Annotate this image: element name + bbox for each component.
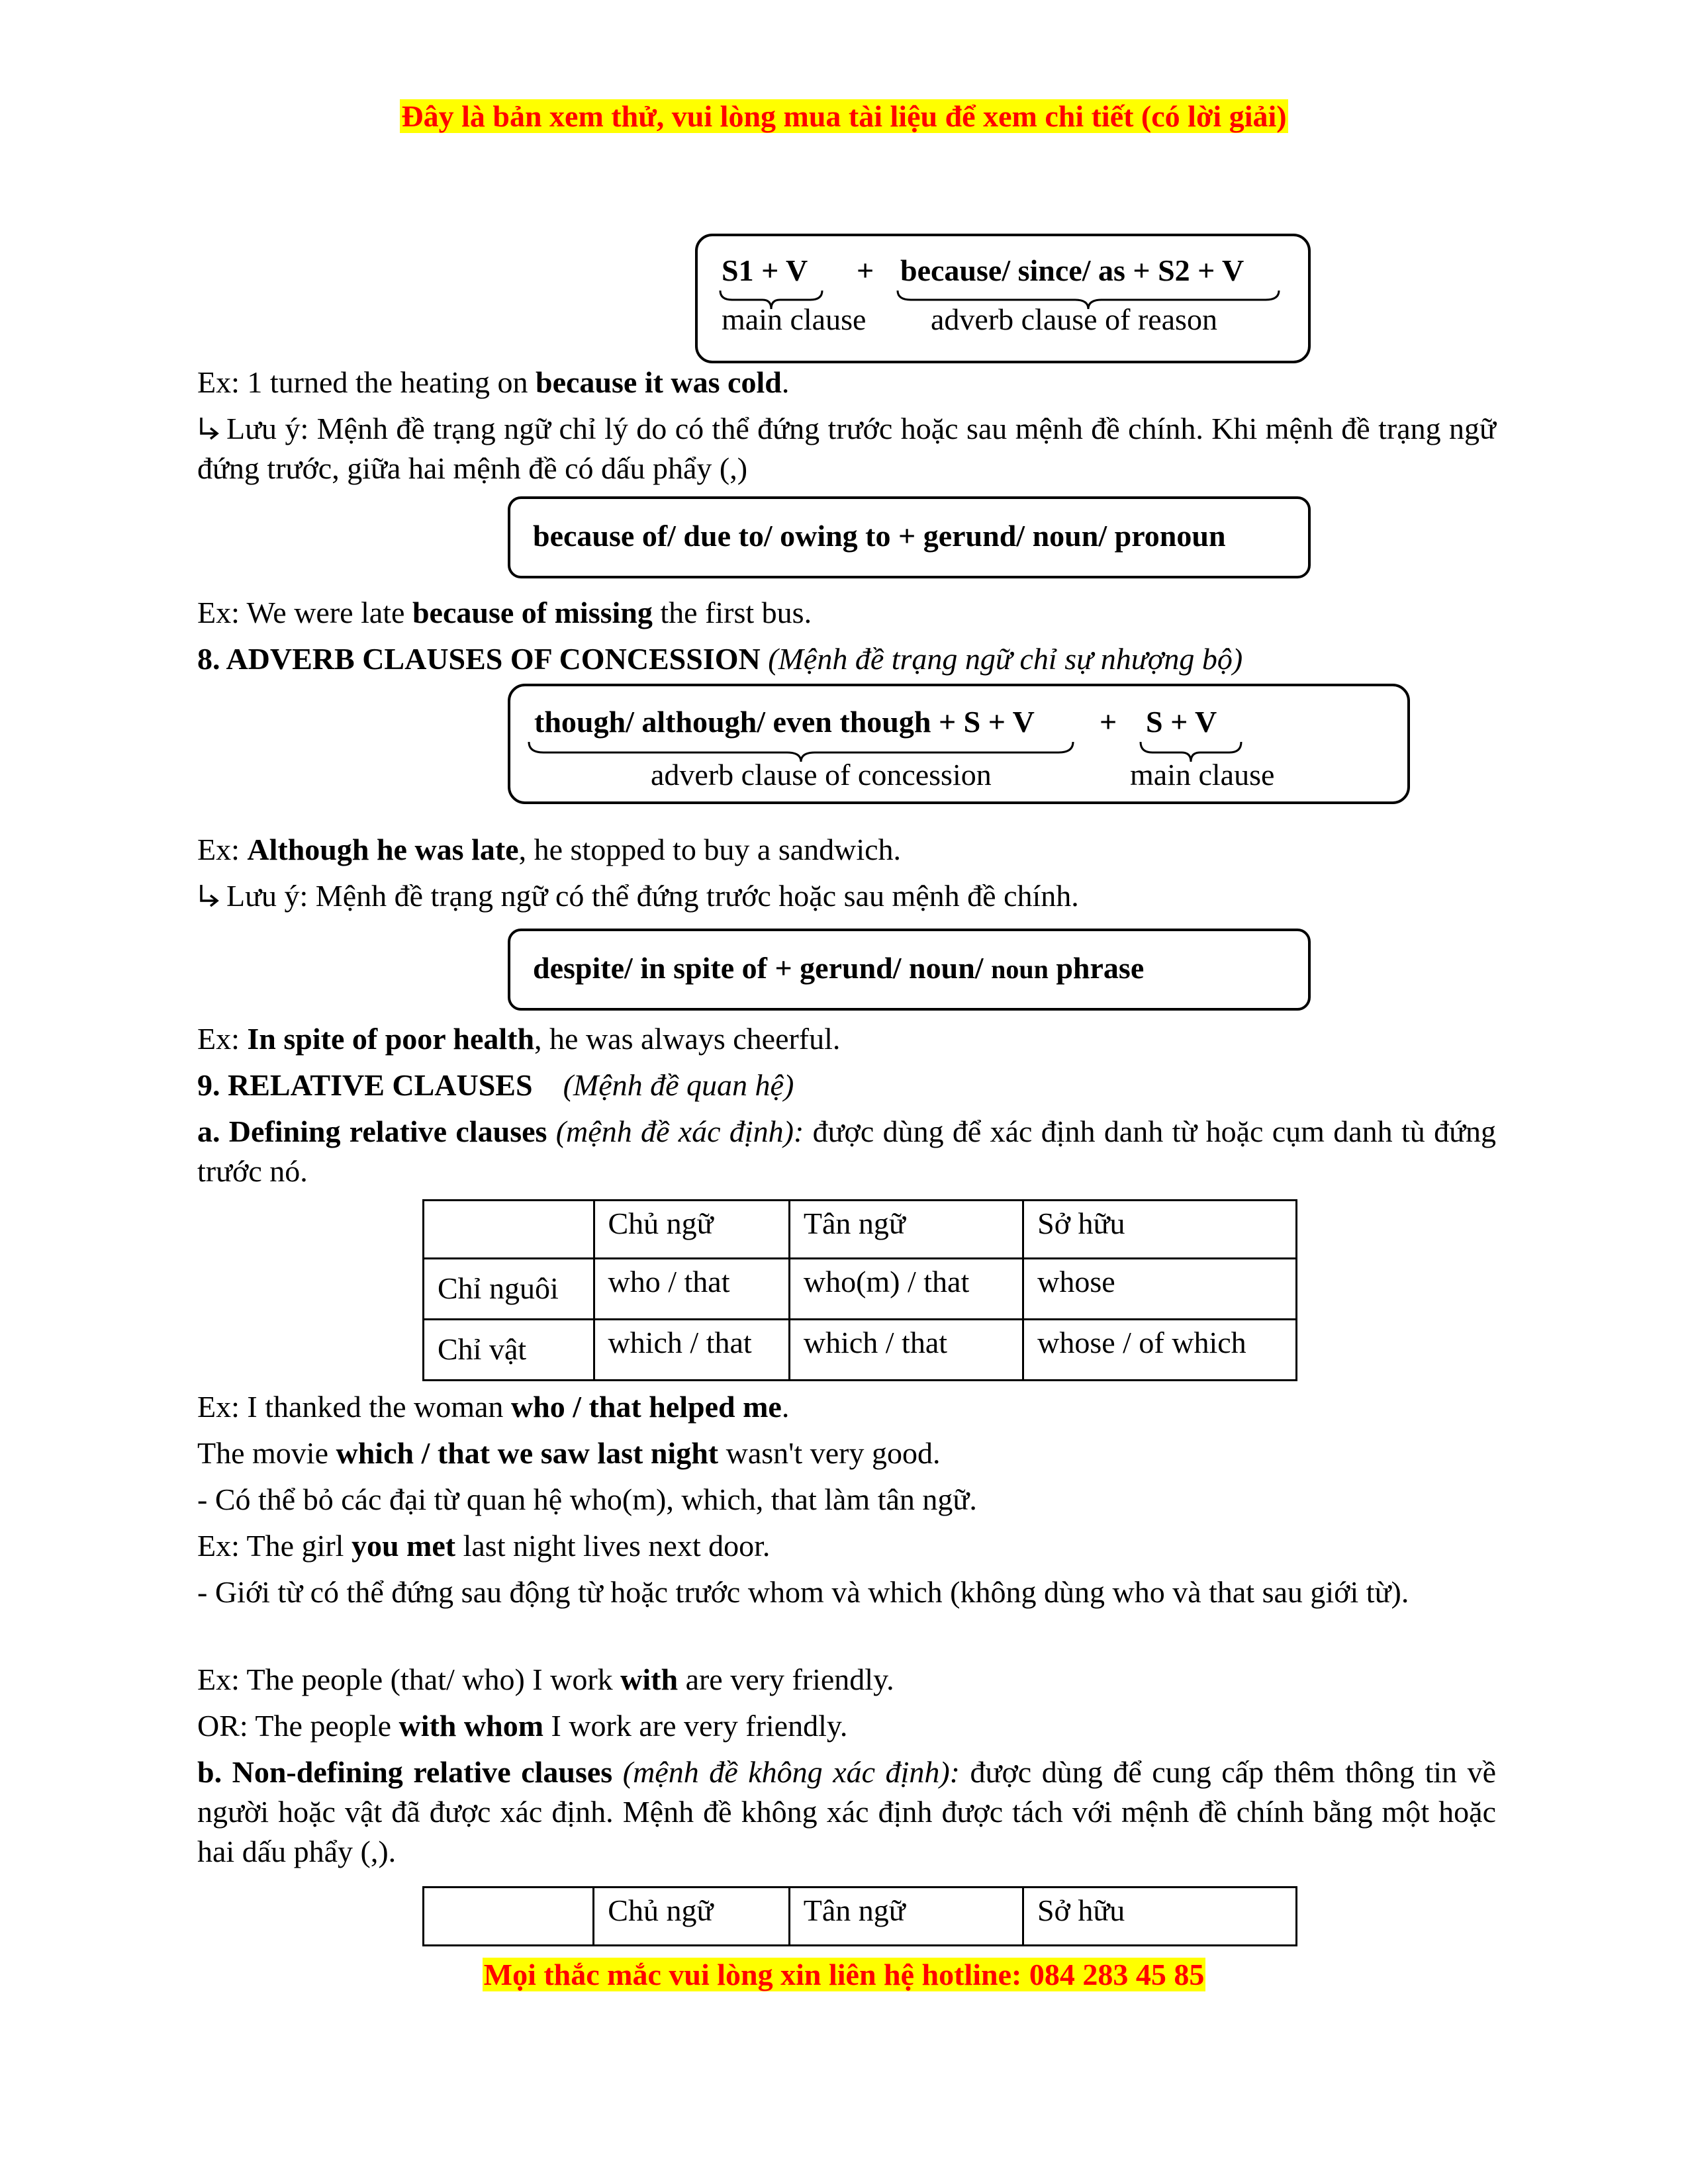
reason-clause-label: adverb clause of reason: [931, 302, 1217, 336]
preposition-note: - Giới từ có thể đứng sau động từ hoặc trước whom và which (không dùng who và that sau giới từ).: [197, 1575, 1409, 1609]
because-of-formula: because of/ due to/ owing to + gerund/ noun/ pronoun: [533, 519, 1226, 553]
header-possessive: Sở hữu: [1023, 1201, 1297, 1259]
hotline-banner: [0, 1955, 1688, 1995]
relative-example-4: Ex: The people (that/ who) I work with are very friendly.: [197, 1662, 894, 1696]
relative-example-2: The movie which / that we saw last night wasn't very good.: [197, 1436, 941, 1470]
table-header-row: [424, 1888, 1297, 1946]
reason-note: Lưu ý: Mệnh đề trạng ngữ chỉ lý do có thể đứng trước hoặc sau mệnh đề chính. Khi mệnh đề trạng ngữ đứng trước, giữa hai mệnh đề có dấu phẩy (,): [197, 409, 1496, 488]
section-9-heading: 9. RELATIVE CLAUSES (Mệnh đề quan hệ): [197, 1068, 794, 1102]
table-header-row: [424, 1201, 1297, 1259]
header-possessive: Sở hữu: [1023, 1888, 1296, 1946]
reason-clause-formula: because/ since/ as + S2 + V: [900, 253, 1244, 287]
despite-formula: despite/ in spite of + gerund/ noun/ noun phrase: [533, 951, 1145, 985]
main-clause-formula: S1 + V: [722, 253, 808, 287]
relative-example-3: Ex: The girl you met last night lives next door.: [197, 1529, 771, 1563]
defining-clauses-paragraph: a. Defining relative clauses (mệnh đề xác định): được dùng để xác định danh từ hoặc cụm danh tù đứng trước nó.: [197, 1115, 1497, 1188]
despite-formula-box: [508, 929, 1311, 1011]
because-of-example: Ex: We were late because of missing the first bus.: [197, 596, 812, 629]
reason-formula-box: [695, 234, 1311, 363]
main-clause-formula: S + V: [1146, 705, 1217, 739]
relative-example-5: OR: The people with whom I work are very friendly.: [197, 1709, 848, 1743]
relative-pronoun-table: [422, 1199, 1297, 1381]
arrow-icon: [197, 409, 226, 449]
header-subject: Chủ ngữ: [594, 1201, 789, 1259]
main-clause-label: main clause: [722, 302, 867, 336]
concession-note: Lưu ý: Mệnh đề trạng ngữ có thể đứng trước hoặc sau mệnh đề chính.: [197, 876, 1496, 916]
plus-sign: +: [1100, 705, 1117, 739]
header-object: Tân ngữ: [789, 1888, 1023, 1946]
reason-example: Ex: 1 turned the heating on because it was cold.: [197, 365, 790, 399]
table-row: Chỉ vật which / that which / that whose / of which: [424, 1320, 1297, 1381]
concession-clause-formula: though/ although/ even though + S + V: [534, 705, 1035, 739]
concession-example: Ex: Although he was late, he stopped to buy a sandwich.: [197, 833, 902, 866]
despite-example: Ex: In spite of poor health, he was always cheerful.: [197, 1022, 841, 1056]
preview-banner: [0, 97, 1688, 136]
concession-formula-box: [508, 684, 1410, 804]
arrow-icon: [197, 876, 226, 916]
header-subject: Chủ ngữ: [594, 1888, 789, 1946]
plus-sign: +: [857, 253, 874, 287]
header-object: Tân ngữ: [789, 1201, 1023, 1259]
non-defining-clauses-paragraph: b. Non-defining relative clauses (mệnh đề không xác định): được dùng để cung cấp thêm thông tin về người hoặc vật đã được xác định. Mệnh đề không xác định được tách với mệnh đề chính bằng một hoặc hai dấu phẩy (,).: [197, 1755, 1497, 1868]
relative-example-1: Ex: I thanked the woman who / that helped me.: [197, 1390, 790, 1424]
hotline-banner-text: Mọi thắc mắc vui lòng xin liên hệ hotline: 084 283 45 85: [483, 1958, 1205, 1991]
because-of-formula-box: [508, 496, 1311, 578]
table-row: Chỉ nguôi who / that who(m) / that whose: [424, 1259, 1297, 1320]
concession-clause-label: adverb clause of concession: [651, 758, 992, 792]
section-8-heading: 8. ADVERB CLAUSES OF CONCESSION (Mệnh đề trạng ngữ chỉ sự nhượng bộ): [197, 642, 1243, 676]
omission-note: - Có thể bỏ các đại từ quan hệ who(m), which, that làm tân ngữ.: [197, 1482, 977, 1516]
preview-banner-text: Đây là bản xem thử, vui lòng mua tài liệu để xem chi tiết (có lời giải): [401, 99, 1287, 133]
main-clause-label: main clause: [1130, 758, 1275, 792]
non-defining-pronoun-table: [422, 1886, 1297, 1946]
